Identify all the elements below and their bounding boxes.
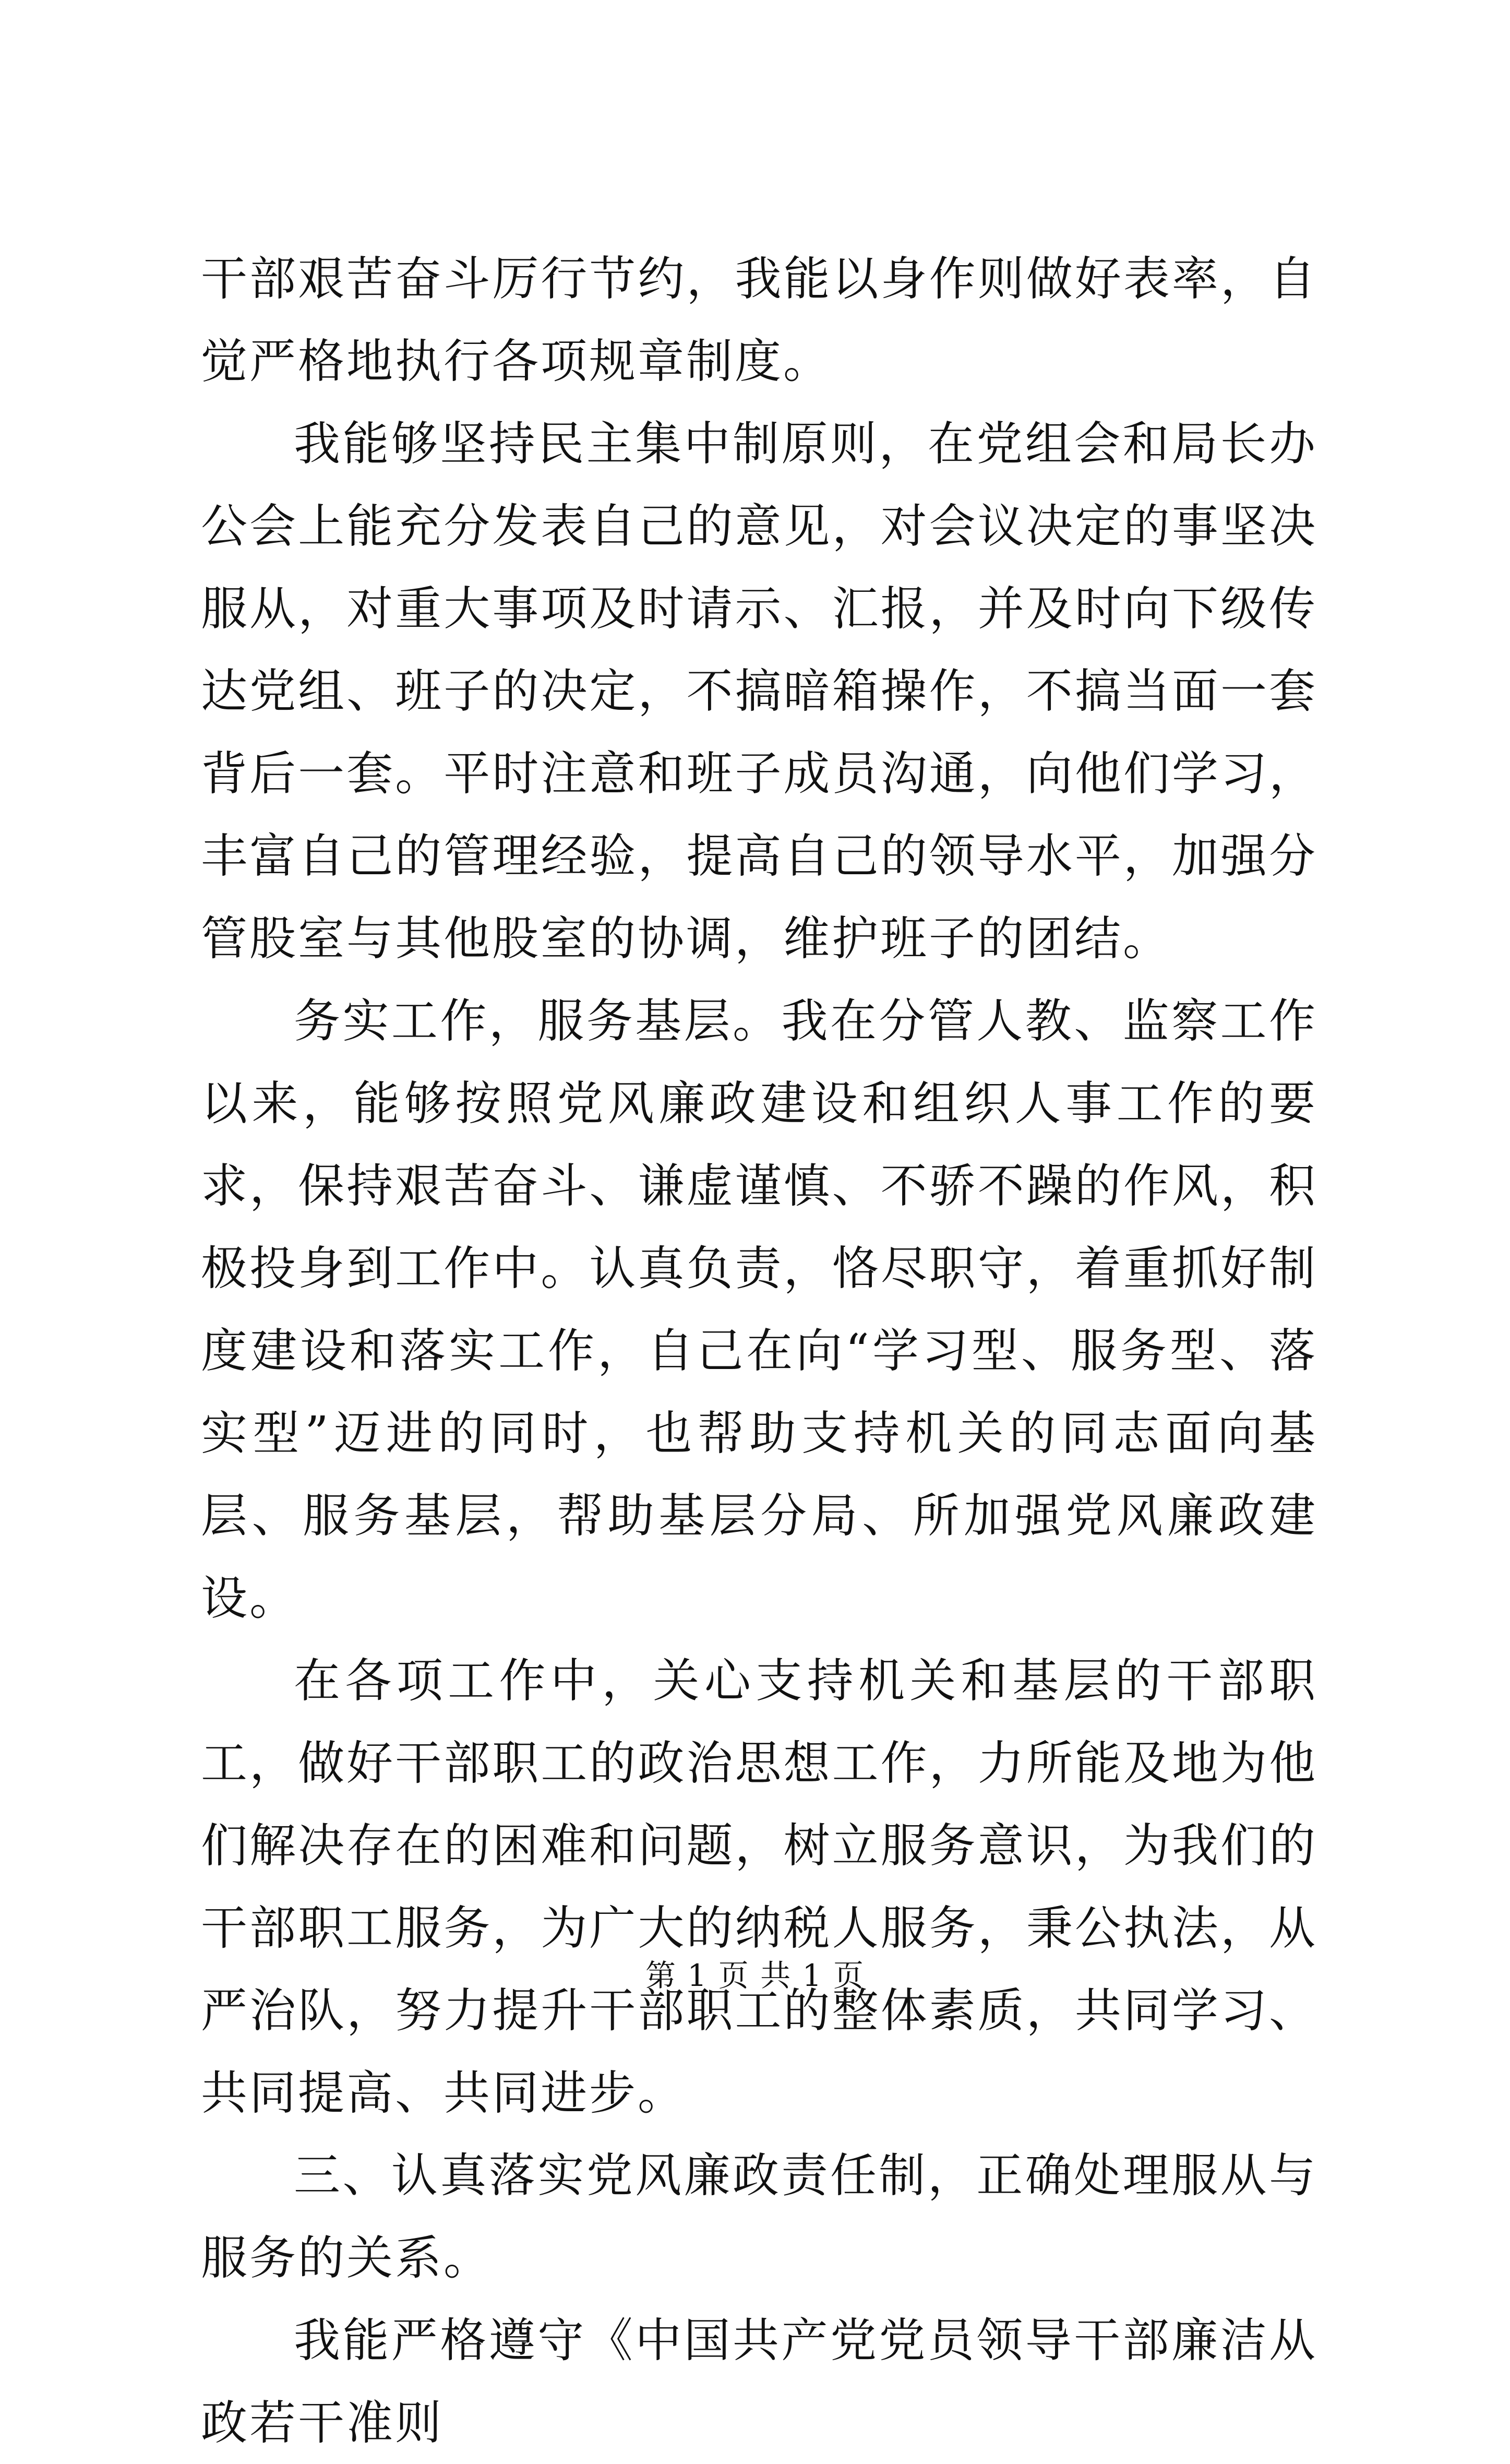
paragraph-serve-grassroots: 务实工作，服务基层。我在分管人教、监察工作以来，能够按照党风廉政建设和组织人事工作的要求，保持艰苦奋斗、谦虚谨慎、不骄不躁的作风，积极投身到工作中。认真负责，恪尽职守，着重抓好制度建设和落实工作，自己在向“学习型、服务型、落实型”迈进的同时，也帮助支持机关的同志面向基层、服务基层，帮助基层分局、所加强党风廉政建设。 xyxy=(201,994,1317,1625)
paragraph-care-for-staff: 在各项工作中，关心支持机关和基层的干部职工，做好干部职工的政治思想工作，力所能及地为他们解决存在的困难和问题，树立服务意识，为我们的干部职工服务，为广大的纳税人服务，秉公执法，从严治队，努力提升干部职工的整体素质，共同学习、共同提高、共同进步。 xyxy=(201,1653,1317,2120)
document-body xyxy=(201,237,1317,2464)
section-heading-three: 三、认真落实党风廉政责任制，正确处理服从与服务的关系。 xyxy=(201,2148,1317,2285)
paragraph-continuation: 干部艰苦奋斗厉行节约，我能以身作则做好表率，自觉严格地执行各项规章制度。 xyxy=(201,252,1317,388)
page-footer: 第 1 页 共 1 页 xyxy=(645,1958,865,1993)
paragraph-democratic-centralism: 我能够坚持民主集中制原则，在党组会和局长办公会上能充分发表自己的意见，对会议决定的事坚决服从，对重大事项及时请示、汇报，并及时向下级传达党组、班子的决定，不搞暗箱操作，不搞当面一套背后一套。平时注意和班子成员沟通，向他们学习，丰富自己的管理经验，提高自己的领导水平，加强分管股室与其他股室的协调，维护班子的团结。 xyxy=(201,416,1317,966)
paragraph-integrity-rules: 我能严格遵守《中国共产党党员领导干部廉洁从政若干准则 xyxy=(201,2313,1317,2450)
